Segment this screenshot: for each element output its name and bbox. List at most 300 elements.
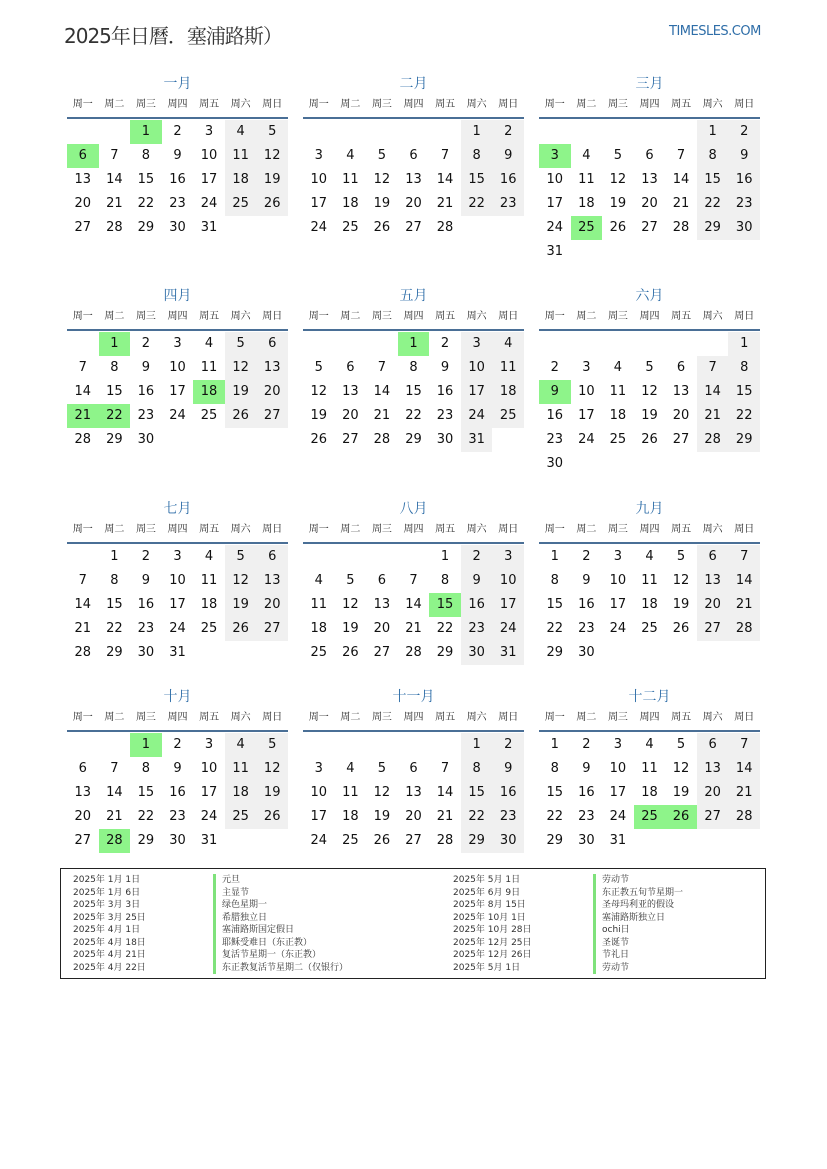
day-cell[interactable]: 24 [546, 220, 564, 235]
day-cell[interactable]: 13 [256, 569, 288, 593]
day-cell[interactable]: 13 [342, 384, 359, 399]
day-cell[interactable]: 28 [405, 645, 422, 660]
day-cell[interactable]: 14 [74, 384, 92, 399]
day-cell[interactable]: 18 [641, 785, 658, 800]
day-cell[interactable]: 5 [256, 120, 288, 144]
day-cell[interactable]: 31 [609, 833, 627, 848]
day-cell[interactable]: 16 [137, 597, 155, 612]
day-cell[interactable]: 5 [256, 733, 288, 757]
day-cell[interactable]: 17 [169, 384, 186, 399]
day-cell[interactable]: 3 [582, 360, 591, 375]
day-cell[interactable]: 30 [546, 456, 564, 471]
day-cell[interactable]: 7 [377, 360, 387, 375]
day-cell[interactable]: 26 [256, 192, 288, 216]
day-cell[interactable]: 6 [645, 148, 654, 163]
day-cell[interactable]: 22 [697, 192, 729, 216]
day-cell[interactable]: 17 [609, 597, 627, 612]
day-cell[interactable]: 18 [200, 597, 218, 612]
holiday-day-cell[interactable]: 25 [571, 216, 603, 240]
day-cell[interactable]: 6 [676, 360, 686, 375]
day-cell[interactable]: 1 [550, 737, 559, 752]
day-cell[interactable]: 30 [137, 432, 155, 447]
day-cell[interactable]: 4 [492, 332, 524, 356]
day-cell[interactable]: 13 [641, 172, 658, 187]
day-cell[interactable]: 20 [342, 408, 359, 423]
day-cell[interactable]: 29 [106, 645, 123, 660]
day-cell[interactable]: 23 [546, 432, 564, 447]
day-cell[interactable]: 12 [256, 144, 288, 168]
day-cell[interactable]: 9 [141, 360, 151, 375]
holiday-day-cell[interactable]: 21 [67, 404, 99, 428]
day-cell[interactable]: 25 [225, 192, 257, 216]
day-cell[interactable]: 14 [405, 597, 422, 612]
day-cell[interactable]: 28 [436, 220, 454, 235]
day-cell[interactable]: 26 [641, 432, 658, 447]
day-cell[interactable]: 11 [310, 597, 328, 612]
day-cell[interactable]: 1 [110, 549, 119, 564]
day-cell[interactable]: 11 [225, 144, 257, 168]
day-cell[interactable]: 6 [256, 332, 288, 356]
day-cell[interactable]: 22 [137, 809, 155, 824]
day-cell[interactable]: 1 [728, 332, 760, 356]
day-cell[interactable]: 11 [641, 573, 658, 588]
day-cell[interactable]: 4 [204, 336, 214, 351]
holiday-day-cell[interactable]: 25 [634, 805, 666, 829]
day-cell[interactable]: 10 [169, 360, 186, 375]
day-cell[interactable]: 12 [310, 384, 328, 399]
day-cell[interactable]: 3 [314, 148, 323, 163]
day-cell[interactable]: 5 [645, 360, 654, 375]
day-cell[interactable]: 26 [342, 645, 359, 660]
day-cell[interactable]: 19 [609, 196, 627, 211]
day-cell[interactable]: 6 [409, 761, 418, 776]
day-cell[interactable]: 26 [225, 404, 257, 428]
day-cell[interactable]: 17 [609, 785, 627, 800]
day-cell[interactable]: 12 [641, 384, 658, 399]
day-cell[interactable]: 16 [578, 785, 595, 800]
day-cell[interactable]: 15 [461, 781, 493, 805]
day-cell[interactable]: 15 [697, 168, 729, 192]
day-cell[interactable]: 19 [373, 809, 391, 824]
day-cell[interactable]: 26 [373, 833, 391, 848]
day-cell[interactable]: 10 [609, 573, 627, 588]
day-cell[interactable]: 6 [697, 545, 729, 569]
day-cell[interactable]: 11 [342, 785, 359, 800]
day-cell[interactable]: 27 [405, 220, 422, 235]
day-cell[interactable]: 28 [728, 617, 760, 641]
day-cell[interactable]: 29 [137, 220, 155, 235]
holiday-day-cell[interactable]: 18 [193, 380, 225, 404]
day-cell[interactable]: 26 [373, 220, 391, 235]
holiday-day-cell[interactable]: 1 [99, 332, 131, 356]
day-cell[interactable]: 26 [609, 220, 627, 235]
day-cell[interactable]: 3 [204, 124, 214, 139]
day-cell[interactable]: 29 [436, 645, 454, 660]
day-cell[interactable]: 16 [169, 785, 186, 800]
day-cell[interactable]: 12 [225, 356, 257, 380]
day-cell[interactable]: 11 [225, 757, 257, 781]
day-cell[interactable]: 12 [225, 569, 257, 593]
day-cell[interactable]: 23 [492, 805, 524, 829]
day-cell[interactable]: 19 [256, 168, 288, 192]
day-cell[interactable]: 18 [342, 196, 359, 211]
day-cell[interactable]: 20 [405, 196, 422, 211]
day-cell[interactable]: 7 [728, 733, 760, 757]
day-cell[interactable]: 21 [697, 404, 729, 428]
day-cell[interactable]: 8 [110, 573, 119, 588]
day-cell[interactable]: 26 [256, 805, 288, 829]
day-cell[interactable]: 5 [225, 332, 257, 356]
day-cell[interactable]: 30 [137, 645, 155, 660]
day-cell[interactable]: 24 [609, 621, 627, 636]
day-cell[interactable]: 18 [342, 809, 359, 824]
day-cell[interactable]: 8 [110, 360, 119, 375]
day-cell[interactable]: 12 [672, 573, 690, 588]
day-cell[interactable]: 29 [405, 432, 422, 447]
day-cell[interactable]: 4 [225, 120, 257, 144]
day-cell[interactable]: 20 [74, 196, 92, 211]
day-cell[interactable]: 3 [613, 737, 623, 752]
day-cell[interactable]: 24 [578, 432, 595, 447]
day-cell[interactable]: 14 [106, 172, 123, 187]
day-cell[interactable]: 19 [225, 593, 257, 617]
day-cell[interactable]: 16 [728, 168, 760, 192]
day-cell[interactable]: 5 [613, 148, 623, 163]
day-cell[interactable]: 8 [550, 761, 559, 776]
day-cell[interactable]: 14 [373, 384, 391, 399]
day-cell[interactable]: 16 [169, 172, 186, 187]
day-cell[interactable]: 29 [461, 829, 493, 853]
day-cell[interactable]: 5 [225, 545, 257, 569]
holiday-day-cell[interactable]: 15 [429, 593, 461, 617]
holiday-day-cell[interactable]: 6 [67, 144, 99, 168]
day-cell[interactable]: 17 [461, 380, 493, 404]
day-cell[interactable]: 30 [436, 432, 454, 447]
day-cell[interactable]: 18 [492, 380, 524, 404]
day-cell[interactable]: 12 [373, 785, 391, 800]
day-cell[interactable]: 31 [546, 244, 564, 259]
day-cell[interactable]: 13 [405, 785, 422, 800]
day-cell[interactable]: 3 [204, 737, 214, 752]
day-cell[interactable]: 3 [613, 549, 623, 564]
day-cell[interactable]: 22 [436, 621, 454, 636]
day-cell[interactable]: 2 [440, 336, 450, 351]
day-cell[interactable]: 6 [409, 148, 418, 163]
holiday-day-cell[interactable]: 28 [99, 829, 131, 853]
day-cell[interactable]: 21 [74, 621, 92, 636]
day-cell[interactable]: 27 [74, 220, 92, 235]
day-cell[interactable]: 19 [672, 597, 690, 612]
day-cell[interactable]: 20 [74, 809, 92, 824]
day-cell[interactable]: 25 [310, 645, 328, 660]
day-cell[interactable]: 7 [78, 360, 87, 375]
day-cell[interactable]: 22 [405, 408, 422, 423]
day-cell[interactable]: 16 [492, 168, 524, 192]
day-cell[interactable]: 22 [137, 196, 155, 211]
day-cell[interactable]: 2 [728, 120, 760, 144]
day-cell[interactable]: 6 [78, 761, 87, 776]
day-cell[interactable]: 25 [492, 404, 524, 428]
day-cell[interactable]: 28 [697, 428, 729, 452]
day-cell[interactable]: 26 [672, 621, 690, 636]
day-cell[interactable]: 19 [342, 621, 359, 636]
day-cell[interactable]: 2 [550, 360, 559, 375]
day-cell[interactable]: 9 [173, 761, 182, 776]
day-cell[interactable]: 27 [256, 617, 288, 641]
day-cell[interactable]: 2 [461, 545, 493, 569]
day-cell[interactable]: 27 [342, 432, 359, 447]
day-cell[interactable]: 2 [141, 336, 151, 351]
day-cell[interactable]: 28 [106, 220, 123, 235]
day-cell[interactable]: 11 [200, 360, 218, 375]
day-cell[interactable]: 24 [169, 408, 186, 423]
day-cell[interactable]: 17 [310, 196, 328, 211]
day-cell[interactable]: 27 [405, 833, 422, 848]
day-cell[interactable]: 13 [672, 384, 690, 399]
day-cell[interactable]: 30 [169, 220, 186, 235]
day-cell[interactable]: 8 [550, 573, 559, 588]
day-cell[interactable]: 25 [225, 805, 257, 829]
day-cell[interactable]: 5 [377, 761, 387, 776]
day-cell[interactable]: 6 [346, 360, 355, 375]
day-cell[interactable]: 26 [225, 617, 257, 641]
day-cell[interactable]: 21 [728, 593, 760, 617]
day-cell[interactable]: 27 [672, 432, 690, 447]
day-cell[interactable]: 4 [346, 761, 355, 776]
day-cell[interactable]: 31 [200, 220, 218, 235]
day-cell[interactable]: 15 [106, 384, 123, 399]
day-cell[interactable]: 10 [461, 356, 493, 380]
day-cell[interactable]: 31 [200, 833, 218, 848]
day-cell[interactable]: 10 [609, 761, 627, 776]
day-cell[interactable]: 27 [641, 220, 658, 235]
day-cell[interactable]: 9 [173, 148, 182, 163]
day-cell[interactable]: 25 [342, 833, 359, 848]
day-cell[interactable]: 30 [728, 216, 760, 240]
day-cell[interactable]: 30 [461, 641, 493, 665]
day-cell[interactable]: 9 [461, 569, 493, 593]
day-cell[interactable]: 22 [461, 805, 493, 829]
day-cell[interactable]: 27 [256, 404, 288, 428]
day-cell[interactable]: 31 [492, 641, 524, 665]
day-cell[interactable]: 15 [546, 597, 564, 612]
day-cell[interactable]: 13 [74, 172, 92, 187]
day-cell[interactable]: 29 [137, 833, 155, 848]
day-cell[interactable]: 21 [436, 809, 454, 824]
day-cell[interactable]: 18 [225, 781, 257, 805]
day-cell[interactable]: 17 [492, 593, 524, 617]
day-cell[interactable]: 8 [697, 144, 729, 168]
day-cell[interactable]: 17 [200, 172, 218, 187]
day-cell[interactable]: 16 [137, 384, 155, 399]
day-cell[interactable]: 22 [106, 621, 123, 636]
day-cell[interactable]: 2 [582, 549, 591, 564]
day-cell[interactable]: 21 [405, 621, 422, 636]
day-cell[interactable]: 11 [578, 172, 595, 187]
day-cell[interactable]: 2 [173, 737, 182, 752]
day-cell[interactable]: 11 [609, 384, 627, 399]
day-cell[interactable]: 2 [492, 120, 524, 144]
day-cell[interactable]: 19 [672, 785, 690, 800]
day-cell[interactable]: 7 [440, 761, 450, 776]
day-cell[interactable]: 17 [578, 408, 595, 423]
day-cell[interactable]: 22 [461, 192, 493, 216]
day-cell[interactable]: 13 [74, 785, 92, 800]
day-cell[interactable]: 18 [578, 196, 595, 211]
day-cell[interactable]: 23 [436, 408, 454, 423]
day-cell[interactable]: 30 [578, 833, 595, 848]
day-cell[interactable]: 15 [137, 172, 155, 187]
day-cell[interactable]: 23 [169, 196, 186, 211]
day-cell[interactable]: 22 [546, 621, 564, 636]
day-cell[interactable]: 21 [106, 809, 123, 824]
day-cell[interactable]: 23 [578, 809, 595, 824]
holiday-day-cell[interactable]: 22 [99, 404, 131, 428]
day-cell[interactable]: 27 [697, 805, 729, 829]
day-cell[interactable]: 4 [346, 148, 355, 163]
day-cell[interactable]: 27 [74, 833, 92, 848]
holiday-day-cell[interactable]: 3 [539, 144, 571, 168]
day-cell[interactable]: 23 [728, 192, 760, 216]
day-cell[interactable]: 15 [546, 785, 564, 800]
day-cell[interactable]: 24 [200, 809, 218, 824]
day-cell[interactable]: 7 [78, 573, 87, 588]
day-cell[interactable]: 24 [310, 833, 328, 848]
day-cell[interactable]: 7 [409, 573, 418, 588]
day-cell[interactable]: 14 [728, 757, 760, 781]
day-cell[interactable]: 18 [310, 621, 328, 636]
day-cell[interactable]: 14 [436, 172, 454, 187]
day-cell[interactable]: 21 [106, 196, 123, 211]
day-cell[interactable]: 21 [436, 196, 454, 211]
day-cell[interactable]: 19 [256, 781, 288, 805]
day-cell[interactable]: 21 [672, 196, 690, 211]
day-cell[interactable]: 24 [310, 220, 328, 235]
day-cell[interactable]: 31 [169, 645, 186, 660]
day-cell[interactable]: 10 [546, 172, 564, 187]
day-cell[interactable]: 5 [346, 573, 355, 588]
day-cell[interactable]: 25 [200, 408, 218, 423]
day-cell[interactable]: 2 [141, 549, 151, 564]
day-cell[interactable]: 1 [440, 549, 450, 564]
day-cell[interactable]: 29 [546, 833, 564, 848]
day-cell[interactable]: 4 [645, 737, 654, 752]
day-cell[interactable]: 10 [169, 573, 186, 588]
day-cell[interactable]: 14 [697, 380, 729, 404]
day-cell[interactable]: 8 [461, 144, 493, 168]
day-cell[interactable]: 31 [461, 428, 493, 452]
day-cell[interactable]: 20 [641, 196, 658, 211]
day-cell[interactable]: 24 [461, 404, 493, 428]
day-cell[interactable]: 17 [169, 597, 186, 612]
day-cell[interactable]: 13 [697, 757, 729, 781]
day-cell[interactable]: 10 [200, 148, 218, 163]
day-cell[interactable]: 29 [106, 432, 123, 447]
day-cell[interactable]: 7 [110, 761, 119, 776]
day-cell[interactable]: 4 [204, 549, 214, 564]
day-cell[interactable]: 14 [74, 597, 92, 612]
day-cell[interactable]: 18 [225, 168, 257, 192]
day-cell[interactable]: 20 [672, 408, 690, 423]
day-cell[interactable]: 5 [377, 148, 387, 163]
day-cell[interactable]: 14 [728, 569, 760, 593]
day-cell[interactable]: 20 [697, 781, 729, 805]
day-cell[interactable]: 10 [310, 785, 328, 800]
day-cell[interactable]: 30 [492, 829, 524, 853]
day-cell[interactable]: 15 [405, 384, 422, 399]
day-cell[interactable]: 30 [578, 645, 595, 660]
day-cell[interactable]: 8 [141, 148, 151, 163]
day-cell[interactable]: 20 [256, 593, 288, 617]
day-cell[interactable]: 28 [436, 833, 454, 848]
holiday-day-cell[interactable]: 1 [130, 733, 162, 757]
day-cell[interactable]: 18 [609, 408, 627, 423]
day-cell[interactable]: 1 [461, 733, 493, 757]
day-cell[interactable]: 8 [409, 360, 418, 375]
day-cell[interactable]: 29 [728, 428, 760, 452]
day-cell[interactable]: 28 [74, 645, 92, 660]
day-cell[interactable]: 19 [310, 408, 328, 423]
day-cell[interactable]: 11 [342, 172, 359, 187]
day-cell[interactable]: 6 [256, 545, 288, 569]
day-cell[interactable]: 9 [492, 144, 524, 168]
holiday-day-cell[interactable]: 1 [398, 332, 430, 356]
day-cell[interactable]: 22 [728, 404, 760, 428]
day-cell[interactable]: 10 [578, 384, 595, 399]
day-cell[interactable]: 5 [314, 360, 323, 375]
day-cell[interactable]: 28 [672, 220, 690, 235]
day-cell[interactable]: 20 [697, 593, 729, 617]
day-cell[interactable]: 24 [609, 809, 627, 824]
day-cell[interactable]: 12 [373, 172, 391, 187]
day-cell[interactable]: 1 [461, 120, 493, 144]
day-cell[interactable]: 14 [106, 785, 123, 800]
day-cell[interactable]: 6 [377, 573, 387, 588]
day-cell[interactable]: 9 [582, 761, 591, 776]
day-cell[interactable]: 7 [676, 148, 686, 163]
day-cell[interactable]: 28 [373, 432, 391, 447]
day-cell[interactable]: 14 [672, 172, 690, 187]
day-cell[interactable]: 17 [200, 785, 218, 800]
day-cell[interactable]: 14 [436, 785, 454, 800]
day-cell[interactable]: 15 [461, 168, 493, 192]
day-cell[interactable]: 3 [461, 332, 493, 356]
day-cell[interactable]: 18 [641, 597, 658, 612]
day-cell[interactable]: 3 [314, 761, 323, 776]
day-cell[interactable]: 15 [137, 785, 155, 800]
day-cell[interactable]: 2 [492, 733, 524, 757]
day-cell[interactable]: 10 [310, 172, 328, 187]
day-cell[interactable]: 10 [492, 569, 524, 593]
day-cell[interactable]: 3 [492, 545, 524, 569]
day-cell[interactable]: 25 [609, 432, 627, 447]
day-cell[interactable]: 13 [256, 356, 288, 380]
day-cell[interactable]: 9 [141, 573, 151, 588]
day-cell[interactable]: 20 [256, 380, 288, 404]
day-cell[interactable]: 1 [550, 549, 559, 564]
day-cell[interactable]: 19 [641, 408, 658, 423]
day-cell[interactable]: 20 [405, 809, 422, 824]
day-cell[interactable]: 9 [492, 757, 524, 781]
day-cell[interactable]: 19 [373, 196, 391, 211]
day-cell[interactable]: 16 [492, 781, 524, 805]
day-cell[interactable]: 29 [546, 645, 564, 660]
day-cell[interactable]: 7 [697, 356, 729, 380]
day-cell[interactable]: 25 [200, 621, 218, 636]
day-cell[interactable]: 9 [728, 144, 760, 168]
day-cell[interactable]: 23 [169, 809, 186, 824]
day-cell[interactable]: 16 [436, 384, 454, 399]
